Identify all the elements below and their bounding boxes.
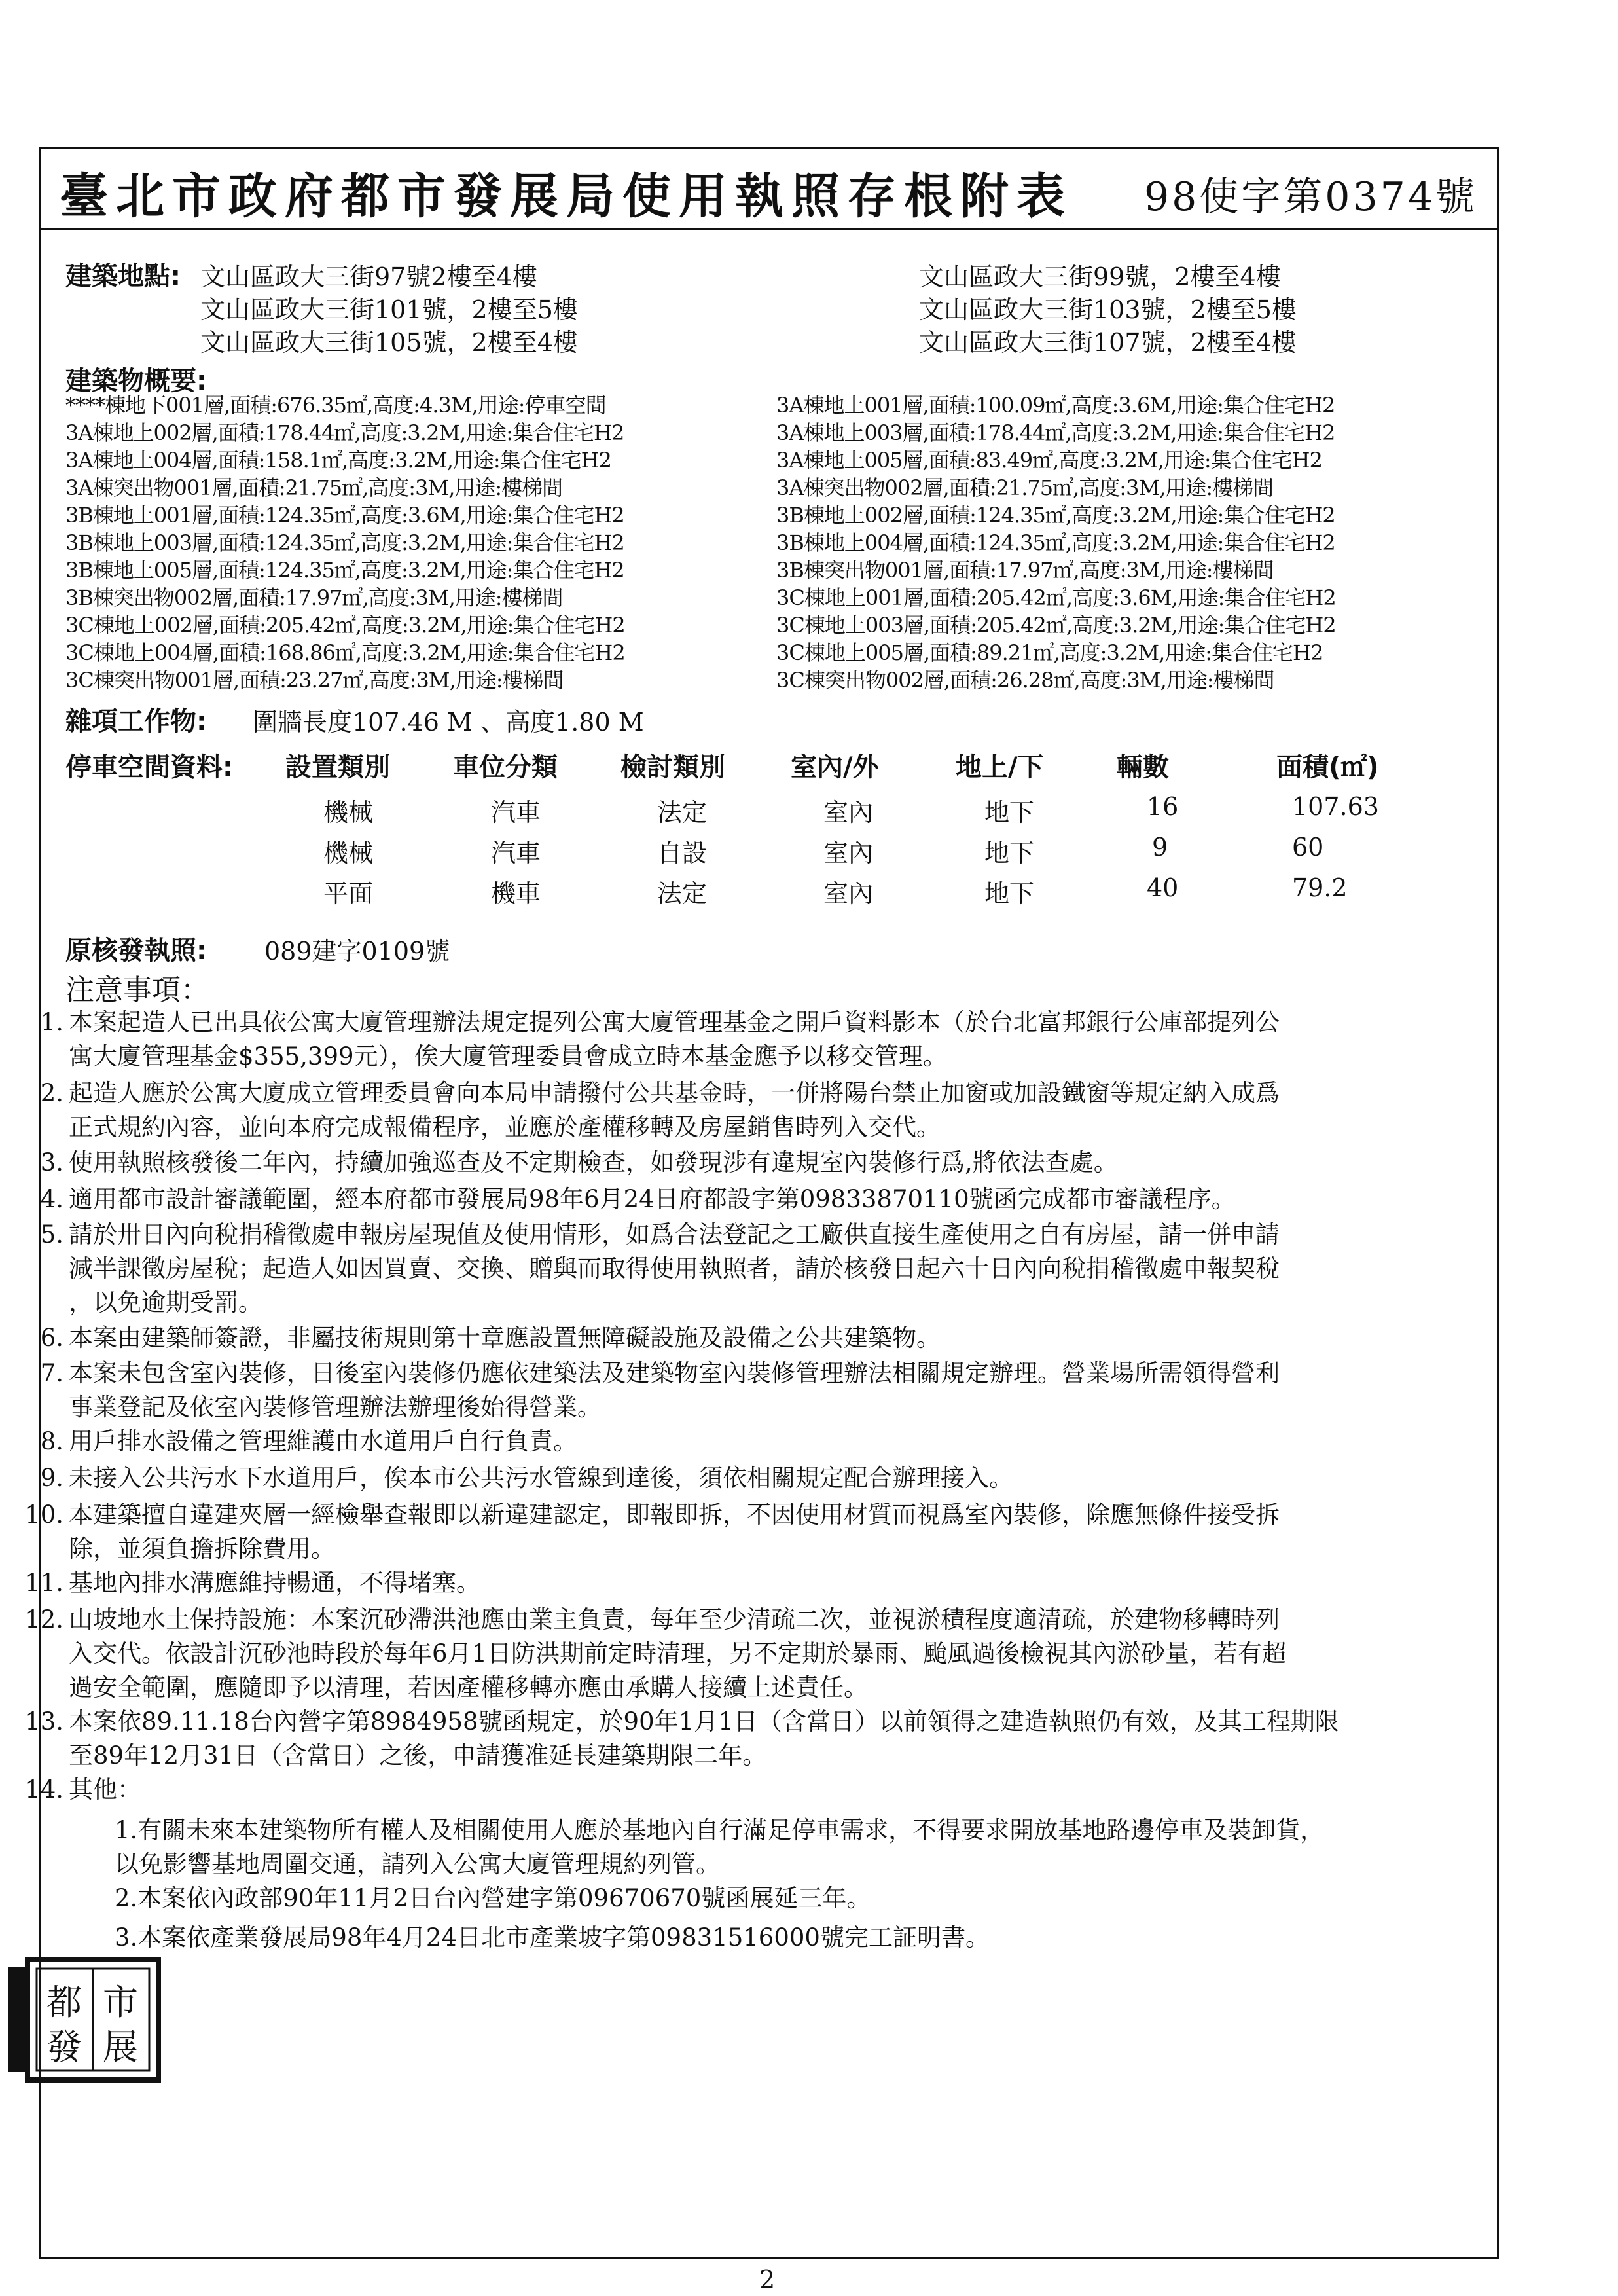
parking-cell: 地下 <box>984 839 1035 867</box>
parking-cell: 室內 <box>823 879 874 908</box>
note-item-6: 6. 本案由建築師簽證，非屬技術規則第十章應設置無障礙設施及設備之公共建築物。 <box>40 1324 941 1352</box>
note-item-10: 10. 本建築擅自違建夾層一經檢舉查報即以新違建認定，即報即拆，不因使用材質而視爲室內裝修，除應無條件接受拆 除，並須負擔拆除費用。 <box>25 1501 1280 1563</box>
building-row: 3B棟地上003層,面積:124.35㎡,高度:3.2M,用途:集合住宅H2 <box>65 530 624 555</box>
parking-cell: 法定 <box>657 879 708 908</box>
building-row: 3A棟地上005層,面積:83.49㎡,高度:3.2M,用途:集合住宅H2 <box>776 448 1322 473</box>
note-sub-item-1: 1.有關未來本建築物所有權人及相關使用人應於基地內自行滿足停車需求，不得要求開放基地路邊停車及裝卸貨， 以免影響基地周圍交通，請列入公寓大廈管理規約列管。 <box>115 1816 1325 1878</box>
note-item-5: 5. 請於卅日內向稅捐稽徵處申報房屋現值及使用情形，如爲合法登記之工廠供直接生產使用之自有房屋，請一併申請 減半課徵房屋稅；起造人如因買賣、交換、贈與而取得使用執照者，請於核發日起六十日內向稅捐稽徵處申報契稅 ，以免逾期受罰。 <box>40 1220 1280 1317</box>
misc-value: 圍牆長度107.46 M 、高度1.80 M <box>253 708 644 737</box>
note-item-14: 14. 其他： <box>25 1776 141 1804</box>
parking-cell: 79.2 <box>1292 873 1348 902</box>
title-row <box>41 149 1497 230</box>
building-row: 3B棟突出物002層,面積:17.97㎡,高度:3M,用途:樓梯間 <box>65 585 563 610</box>
site-label: 建築地點: <box>65 261 181 291</box>
parking-header: 輛數 <box>1117 752 1169 782</box>
building-left-column <box>65 392 625 694</box>
building-row: 3B棟突出物001層,面積:17.97㎡,高度:3M,用途:樓梯間 <box>776 558 1274 583</box>
parking-cell: 自設 <box>657 839 708 867</box>
parking-cell: 平面 <box>323 879 374 908</box>
parking-header: 設置類別 <box>285 752 390 782</box>
permit-number: 98使字第0374號 <box>1143 174 1477 220</box>
building-row: 3C棟地上005層,面積:89.21㎡,高度:3.2M,用途:集合住宅H2 <box>776 640 1323 665</box>
site-address-2: 文山區政大三街99號，2樓至4樓 <box>919 263 1281 291</box>
building-row: 3A棟地上001層,面積:100.09㎡,高度:3.6M,用途:集合住宅H2 <box>776 393 1335 418</box>
building-row: 3A棟突出物001層,面積:21.75㎡,高度:3M,用途:樓梯間 <box>65 475 563 500</box>
building-row: 3B棟地上002層,面積:124.35㎡,高度:3.2M,用途:集合住宅H2 <box>776 503 1335 528</box>
notes-label: 注意事項： <box>65 974 209 1007</box>
note-sub-item-2: 2.本案依內政部90年11月2日台內營建字第09670670號函展延三年。 <box>115 1884 871 1912</box>
building-row: 3C棟突出物002層,面積:26.28㎡,高度:3M,用途:樓梯間 <box>776 668 1274 693</box>
note-item-8: 8. 用戶排水設備之管理維護由水道用戶自行負責。 <box>40 1427 577 1455</box>
building-row: 3C棟地上001層,面積:205.42㎡,高度:3.6M,用途:集合住宅H2 <box>776 585 1336 610</box>
site-address-3: 文山區政大三街101號，2樓至5樓 <box>200 295 578 324</box>
building-label: 建築物概要: <box>65 366 207 396</box>
site-address-4: 文山區政大三街103號，2樓至5樓 <box>919 295 1297 324</box>
parking-header: 地上/下 <box>956 752 1044 782</box>
note-item-13: 13. 本案依89.11.18台內營字第8984958號函規定，於90年1月1日（含當日）以前領得之建造執照仍有效，及其工程期限 至89年12月31日（含當日）之後，申請獲准延長建築期限二年。 <box>25 1707 1339 1770</box>
parking-cell: 汽車 <box>491 798 541 827</box>
stamp-seal-icon <box>8 1954 165 2085</box>
svg-text:都: 都 <box>46 1982 82 2023</box>
parking-header: 面積(㎡) <box>1276 752 1379 782</box>
page-number: 2 <box>759 2265 776 2294</box>
original-permit-label: 原核發執照: <box>65 936 207 966</box>
parking-cell: 法定 <box>657 798 708 827</box>
parking-cell: 16 <box>1147 792 1179 821</box>
building-row: 3B棟地上005層,面積:124.35㎡,高度:3.2M,用途:集合住宅H2 <box>65 558 624 583</box>
note-item-12: 12. 山坡地水土保持設施：本案沉砂滯洪池應由業主負責，每年至少清疏二次，並視淤積程度適清疏，於建物移轉時列 入交代。依設計沉砂池時段於每年6月1日防洪期前定時清理，另不定期於暴雨、颱風過後檢視其內淤砂量，若有超 過安全範圍，應隨即予以清理，若因產權移轉亦應由承購人接續上述責任。 <box>25 1605 1287 1702</box>
parking-cell: 機械 <box>323 798 374 827</box>
parking-cell: 機車 <box>491 879 541 908</box>
building-row: 3C棟突出物001層,面積:23.27㎡,高度:3M,用途:樓梯間 <box>65 668 564 693</box>
building-row: 3A棟地上002層,面積:178.44㎡,高度:3.2M,用途:集合住宅H2 <box>65 420 624 445</box>
note-sub-item-3: 3.本案依產業發展局98年4月24日北市產業坡字第09831516000號完工証明書。 <box>115 1923 990 1952</box>
parking-cell: 室內 <box>823 839 874 867</box>
note-item-7: 7. 本案未包含室內裝修，日後室內裝修仍應依建築法及建築物室內裝修管理辦法相關規定辦理。營業場所需領得營利 事業登記及依室內裝修管理辦法辦理後始得營業。 <box>40 1359 1280 1421</box>
parking-cell: 40 <box>1147 873 1179 902</box>
original-permit-value: 089建字0109號 <box>264 937 450 966</box>
building-row: 3A棟突出物002層,面積:21.75㎡,高度:3M,用途:樓梯間 <box>776 475 1274 500</box>
misc-label: 雜項工作物: <box>65 706 207 737</box>
parking-cell: 汽車 <box>491 839 541 867</box>
building-row: 3C棟地上003層,面積:205.42㎡,高度:3.2M,用途:集合住宅H2 <box>776 613 1336 638</box>
building-row: 3C棟地上004層,面積:168.86㎡,高度:3.2M,用途:集合住宅H2 <box>65 640 625 665</box>
parking-cell: 地下 <box>984 798 1035 827</box>
parking-cell: 9 <box>1152 833 1168 862</box>
building-row: ****棟地下001層,面積:676.35㎡,高度:4.3M,用途:停車空間 <box>65 393 606 418</box>
building-row: 3A棟地上004層,面積:158.1㎡,高度:3.2M,用途:集合住宅H2 <box>65 448 611 473</box>
parking-label: 停車空間資料: <box>65 752 233 782</box>
site-address-5: 文山區政大三街105號，2樓至4樓 <box>200 328 578 357</box>
building-row: 3B棟地上001層,面積:124.35㎡,高度:3.6M,用途:集合住宅H2 <box>65 503 624 528</box>
svg-text:展: 展 <box>103 2026 138 2068</box>
parking-cell: 室內 <box>823 798 874 827</box>
parking-cell: 地下 <box>984 879 1035 908</box>
note-item-1: 1. 本案起造人已出具依公寓大廈管理辦法規定提列公寓大廈管理基金之開戶資料影本（於台北富邦銀行公庫部提列公 寓大廈管理基金$355,399元），俟大廈管理委員會成立時本基金應予以移交管理。 <box>40 1008 1280 1070</box>
svg-text:市: 市 <box>103 1982 138 2023</box>
building-row: 3B棟地上004層,面積:124.35㎡,高度:3.2M,用途:集合住宅H2 <box>776 530 1335 555</box>
note-item-4: 4. 適用都市設計審議範圍，經本府都市發展局98年6月24日府都設字第09833870110號函完成都市審議程序。 <box>40 1185 1236 1213</box>
note-item-2: 2. 起造人應於公寓大廈成立管理委員會向本局申請撥付公共基金時，一併將陽台禁止加窗或加設鐵窗等規定納入成爲 正式規約內容，並向本府完成報備程序，並應於產權移轉及房屋銷售時列入交代。 <box>40 1079 1280 1141</box>
parking-cell: 60 <box>1292 833 1324 862</box>
note-item-3: 3. 使用執照核發後二年內，持續加強巡查及不定期檢查，如發現涉有違規室內裝修行爲,將依法查處。 <box>40 1148 1118 1176</box>
parking-header: 室內/外 <box>791 752 879 782</box>
building-row: 3C棟地上002層,面積:205.42㎡,高度:3.2M,用途:集合住宅H2 <box>65 613 625 638</box>
note-item-11: 11. 基地內排水溝應維持暢通，不得堵塞。 <box>25 1569 480 1597</box>
building-right-column <box>776 392 1336 694</box>
site-address-6: 文山區政大三街107號，2樓至4樓 <box>919 328 1297 357</box>
svg-text:發: 發 <box>46 2026 82 2068</box>
note-item-9: 9. 未接入公共污水下水道用戶，俟本市公共污水管線到達後，須依相關規定配合辦理接入。 <box>40 1464 1013 1492</box>
site-address-1: 文山區政大三街97號2樓至4樓 <box>200 263 537 291</box>
parking-header: 檢討類別 <box>620 752 725 782</box>
page-title: 臺北市政府都市發展局使用執照存根附表 <box>60 168 1073 225</box>
parking-header: 車位分類 <box>453 752 558 782</box>
building-row: 3A棟地上003層,面積:178.44㎡,高度:3.2M,用途:集合住宅H2 <box>776 420 1335 445</box>
parking-cell: 機械 <box>323 839 374 867</box>
parking-cell: 107.63 <box>1292 792 1379 821</box>
